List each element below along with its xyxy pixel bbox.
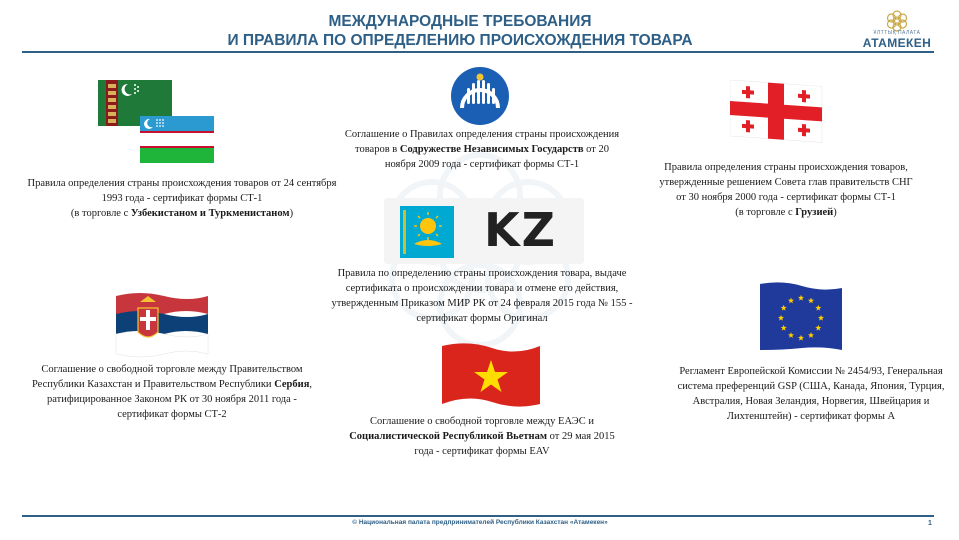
uz-tm-rules-body: Правила определения страны происхождения товаров от 24 сентября 1993 года - сертификат формы СТ-1 xyxy=(27,178,337,204)
uz-tm-rules-scope xyxy=(24,206,340,221)
logo-subtitle: ҰЛТТЫҚ ПАЛАТА xyxy=(873,30,921,36)
georgia-scope-prefix: (в торговле с xyxy=(735,207,796,218)
georgia-scope-suffix: ) xyxy=(833,207,837,218)
page-title xyxy=(180,12,740,50)
vietnam-prefix: Соглашение о свободной торговле между ЕАЭС и xyxy=(370,416,594,427)
kazakhstan-flag-icon xyxy=(400,206,454,258)
eu-regulation-text xyxy=(676,364,946,424)
kz-plate-code: KZ xyxy=(484,203,557,257)
page-number: 1 xyxy=(928,520,932,527)
uz-tm-scope-prefix: (в торговле с xyxy=(70,208,131,219)
uz-tm-scope-suffix: ) xyxy=(289,208,294,219)
uzbekistan-flag-icon xyxy=(140,116,214,163)
vietnam-bold: Социалистической Республикой Вьетнам xyxy=(349,431,547,442)
cis-bold: Содружестве Независимых Государств xyxy=(399,144,584,155)
serbia-agreement-text xyxy=(22,362,322,422)
eu-flag-icon xyxy=(758,280,844,356)
serbia-prefix: Соглашение о свободной торговле между Правительством Республики Казахстан и Правительством Республики xyxy=(31,364,303,390)
eu-regulation-body: Регламент Европейской Комиссии № 2454/93, Генеральная система преференций GSP (США, Канада, Япония, Турция, Австралия, Новая Зеландия, Норвегия, Швейцария и Лихтенштейн) - сертификат формы А xyxy=(677,366,945,422)
georgia-rules-text xyxy=(656,160,916,220)
georgia-rules-body: Правила определения страны происхождения товаров, утвержденные решением Совета глав правительств СНГ от 30 ноября 2000 года - сертификат формы СТ-1 xyxy=(659,162,913,203)
cis-agreement-text xyxy=(344,127,620,172)
cis-emblem-icon xyxy=(450,66,510,126)
title-line-2: И ПРАВИЛА ПО ОПРЕДЕЛЕНИЮ ПРОИСХОЖДЕНИЯ ТОВАРА xyxy=(227,32,693,49)
kz-rules-text xyxy=(320,266,644,326)
vietnam-flag-icon xyxy=(440,342,542,412)
footer-divider xyxy=(22,515,934,517)
kz-rules-body: Правила по определению страны происхождения товара, выдаче сертификата о происхождении товара и отмене его действия, утвержденным Приказом МИР РК от 24 февраля 2015 года № 155 - сертификат формы Оригинал xyxy=(331,268,633,324)
kz-plate xyxy=(384,198,584,264)
atameken-logo xyxy=(856,10,938,56)
header-divider xyxy=(22,51,934,53)
logo-emblem-icon xyxy=(856,10,938,32)
logo-text: АТАМЕКЕН xyxy=(862,36,932,50)
georgia-rules-scope xyxy=(656,205,916,220)
cis-prefix: Соглашение о Правилах определения страны происхождения товаров в xyxy=(344,129,620,155)
serbia-flag-icon xyxy=(112,290,212,360)
vietnam-agreement-text xyxy=(340,414,624,459)
uz-tm-rules-text xyxy=(24,176,340,221)
title-line-1: МЕЖДУНАРОДНЫЕ ТРЕБОВАНИЯ xyxy=(328,13,592,30)
vietnam-suffix: от 29 мая 2015 года - сертификат формы EAV xyxy=(414,431,615,457)
serbia-suffix: , ратифицированное Законом РК от 30 ноября 2011 года - сертификат формы СТ-2 xyxy=(47,379,313,420)
georgia-flag-icon xyxy=(730,80,826,144)
footer-copyright: © Национальная палата предпринимателей Республики Казахстан «Атамекен» xyxy=(352,519,608,526)
georgia-scope-bold: Грузией xyxy=(795,207,834,218)
uz-tm-scope-bold: Узбекистаном и Туркменистаном xyxy=(130,208,290,219)
cis-suffix: от 20 ноября 2009 года - сертификат формы СТ-1 xyxy=(384,144,609,170)
serbia-bold: Сербия xyxy=(274,379,310,390)
